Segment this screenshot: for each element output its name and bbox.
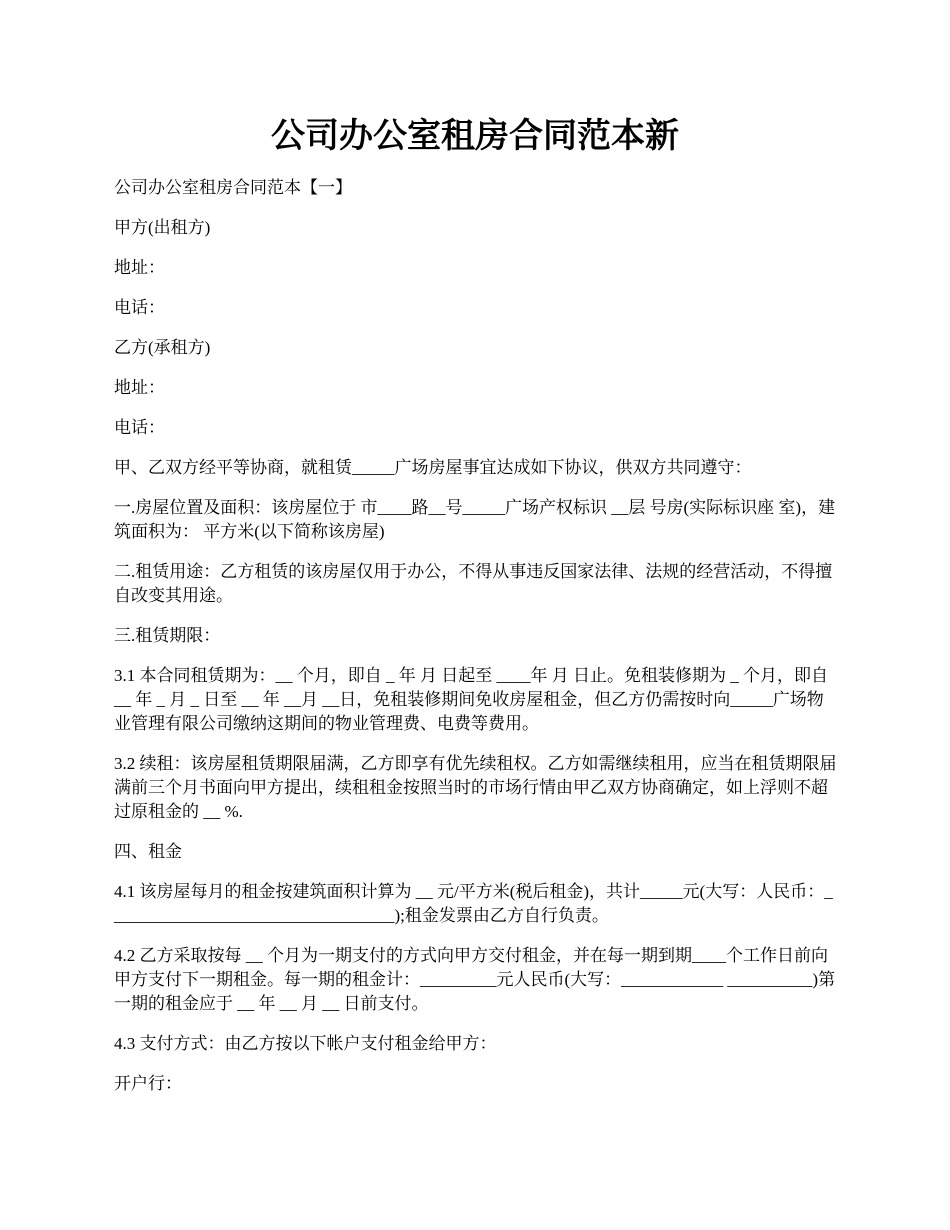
party-a-phone: 电话： — [114, 298, 165, 317]
party-b-address: 地址： — [114, 378, 165, 397]
clause-3-1: 3.1 本合同租赁期为：__ 个月，即自 _ 年 月 日起至 ____年 月 日止。免租装修期为 _ 个月，即自 __ 年 _ 月 _ 日至 __ 年 __月 __日，免租装修期间免收房屋租金，但乙方仍需按时向_____广场物业管理有限公司缴纳这期间的物业管理费、电费等费用。 — [114, 666, 828, 733]
party-a-address: 地址： — [114, 258, 165, 277]
contract-body — [114, 176, 840, 1112]
bank-label: 开户行： — [114, 1074, 182, 1093]
clause-4-3: 4.3 支付方式：由乙方按以下帐户支付租金给甲方： — [114, 1034, 497, 1053]
clause-location-area: 一.房屋位置及面积：该房屋位于 市____路__号_____广场产权标识 __层 号房(实际标识座 室)，建筑面积为： 平方米(以下简称该房屋) — [114, 498, 836, 541]
agreement-intro: 甲、乙双方经平等协商，就租赁_____广场房屋事宜达成如下协议，供双方共同遵守： — [114, 458, 752, 477]
clause-usage: 二.租赁用途：乙方租赁的该房屋仅用于办公，不得从事违反国家法律、法规的经营活动，不得擅自改变其用途。 — [114, 562, 833, 605]
party-b-label: 乙方(承租方) — [114, 338, 211, 357]
clause-rent-heading: 四、租金 — [114, 842, 182, 861]
clause-3-2: 3.2 续租：该房屋租赁期限届满，乙方即享有优先续租权。乙方如需继续租用，应当在租赁期限届满前三个月书面向甲方提出，续租租金按照当时的市场行情由甲乙双方协商确定，如上浮则不超过原租金的 __ %. — [114, 754, 837, 821]
clause-4-2: 4.2 乙方采取按每 __ 个月为一期支付的方式向甲方交付租金，并在每一期到期____个工作日前向甲方支付下一期租金。每一期的租金计：_________元人民币(大写：____________ __________)第一期的租金应于 __ 年 __ 月 __ 日前支付。 — [114, 946, 836, 1013]
party-b-phone: 电话： — [114, 418, 165, 437]
party-a-label: 甲方(出租方) — [114, 218, 211, 237]
clause-term-heading: 三.租赁期限： — [114, 626, 221, 645]
section-heading: 公司办公室租房合同范本【一】 — [114, 178, 352, 197]
page-title: 公司办公室租房合同范本新 — [271, 116, 679, 156]
clause-4-1: 4.1 该房屋每月的租金按建筑面积计算为 __ 元/平方米(税后租金)，共计_____元(大写：人民币：__________________________________);租金发票由乙方自行负责。 — [114, 882, 833, 925]
